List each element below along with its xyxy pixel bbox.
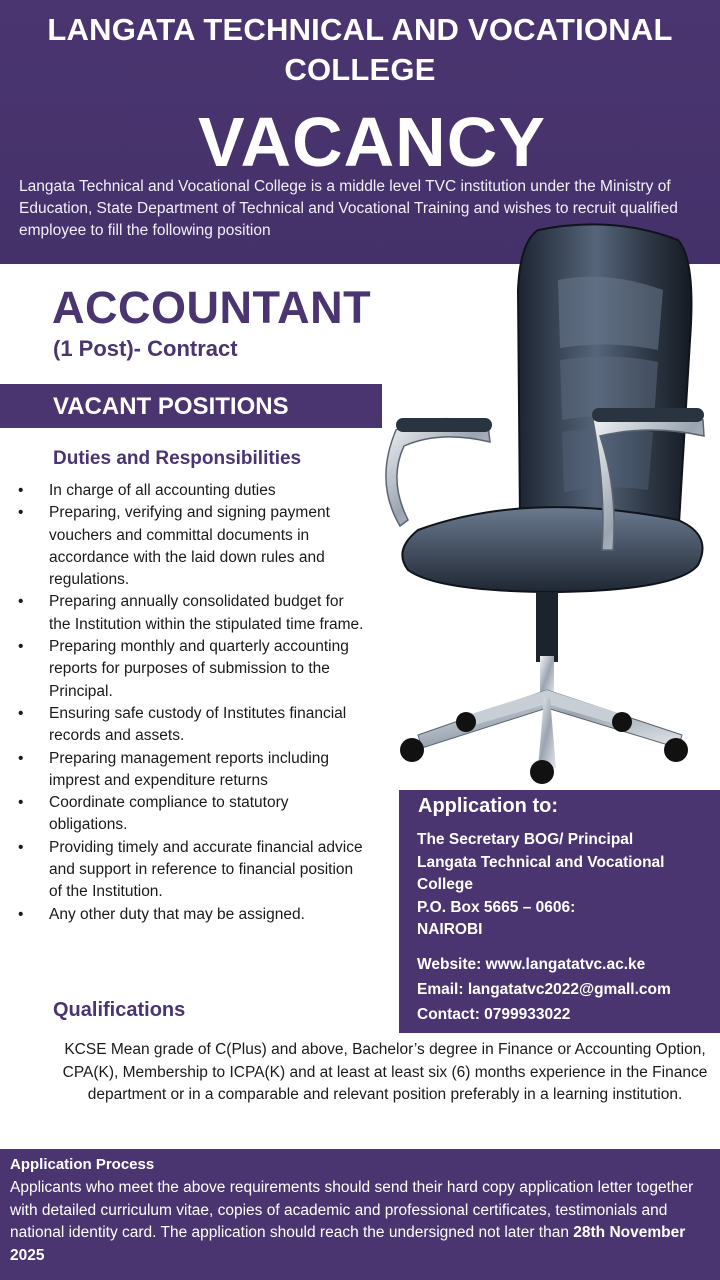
duty-item [18,837,368,904]
application-contact [417,952,671,1027]
college-name: LANGATA TECHNICAL AND VOCATIONAL COLLEGE [47,12,673,87]
bullet-icon: • [18,704,24,722]
position-subtitle: (1 Post)- Contract [53,336,238,361]
duty-text: Coordinate compliance to statutory obligations. [49,794,289,834]
bullet-icon: • [18,749,24,767]
address-line: College [417,876,473,893]
email-text: Email: langatatvc2022@gmall.com [417,981,671,998]
duty-item [18,591,368,636]
application-process-title: Application Process [10,1156,155,1173]
bullet-icon: • [18,593,24,611]
vacant-positions-label: VACANT POSITIONS [53,393,289,420]
duty-item [18,748,368,793]
bullet-icon: • [18,482,24,499]
deadline-date: 28th November 2025 [10,1224,686,1264]
duty-text: Any other duty that may be assigned. [49,905,305,923]
duty-text: Preparing management reports including imprest and expenditure returns [49,749,330,789]
duty-text: Preparing monthly and quarterly accounting reports for purposes of submission to the Principal. [49,638,349,700]
address-line: NAIROBI [417,921,483,938]
qualifications-heading: Qualifications [53,999,186,1021]
phone-text: Contact: 0799933022 [417,1006,571,1023]
duty-item [18,792,368,837]
qualifications-text: KCSE Mean grade of C(Plus) and above, Bachelor’s degree in Finance or Accounting Option, CPA(K), Membership to ICPA(K) and at least at least six (6) months experience in the Finance department or in a comparable and relevant position preferably in a learning institution. [62,1041,708,1103]
office-chair-illustration [378,220,720,790]
address-line: Langata Technical and Vocational [417,853,665,871]
application-address [417,829,664,942]
website-text: Website: www.langatatvc.ac.ke [417,956,646,973]
duty-item [18,502,368,591]
application-process-text [10,1177,716,1267]
application-process-body: Applicants who meet the above requirements should send their hard copy application letter together with detailed curriculum vitae, copies of academic and professional certificates, testimonials and national identity card. The application should reach the undersigned not later than [10,1179,694,1241]
duty-text: Ensuring safe custody of Institutes financial records and assets. [49,704,347,745]
duty-text: Preparing annually consolidated budget for the Institution within the stipulated time frame. [49,593,364,633]
duty-text: Providing timely and accurate financial advice and support in reference to financial position of the Institution. [49,838,363,901]
application-title: Application to: [418,795,558,817]
address-line: P.O. Box 5665 – 0606: [417,898,576,916]
bullet-icon: • [18,504,24,522]
bullet-icon: • [18,638,24,656]
bullet-icon: • [18,838,24,856]
duty-item [18,480,368,502]
duties-heading: Duties and Responsibilities [53,448,302,469]
bullet-icon: • [18,905,24,923]
intro-text: Langata Technical and Vocational College is a middle level TVC institution under the Ministry of Education, State Department of Technical and Vocational Training and wishes to recruit qualified employee to fill the following position [19,178,678,239]
vacancy-title: VACANCY [198,103,546,181]
duty-item [18,904,368,926]
bullet-icon: • [18,794,24,812]
duty-item [18,636,368,703]
duty-text: In charge of all accounting duties [49,482,276,499]
duty-item [18,703,368,748]
duties-list [18,480,368,926]
position-title: ACCOUNTANT [52,282,372,333]
duty-text: Preparing, verifying and signing payment vouchers and committal documents in accordance with the laid down rules and regulations. [49,504,330,589]
address-line: The Secretary BOG/ Principal [417,831,634,848]
